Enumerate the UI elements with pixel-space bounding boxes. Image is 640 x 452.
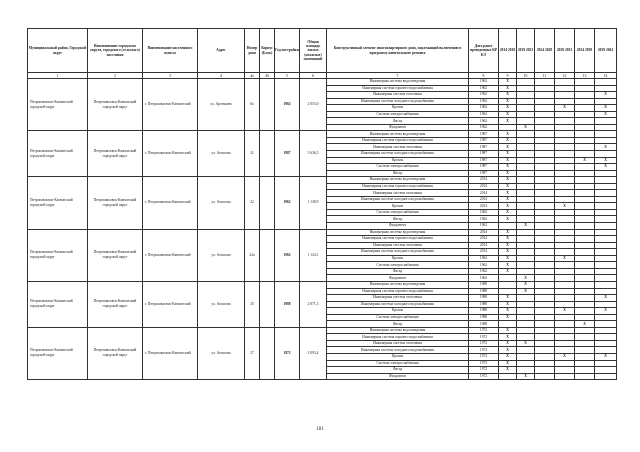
house-number-cell: 21 (245, 131, 260, 177)
structural-element-cell: Система электроснабжения (327, 111, 469, 118)
column-number: 4 (198, 73, 245, 79)
last-repair-date-cell: 1972 (469, 373, 499, 380)
column-number: 4а (245, 73, 260, 79)
period-mark-cell: X (555, 255, 575, 262)
area-cell: 2 871,3 (300, 281, 327, 327)
structural-element-cell: Система электроснабжения (327, 262, 469, 269)
header-period: 2039 2043 (595, 29, 617, 73)
settlement-cell: Петропавловск-Камчатский городской округ (88, 281, 143, 327)
period-empty-cell (575, 373, 595, 380)
structural-element-cell: Фундамент (327, 223, 469, 230)
area-cell: 2 093,4 (300, 327, 327, 379)
period-mark-cell: X (499, 367, 517, 374)
header-year-built: Год постройки (275, 29, 300, 73)
column-number: 12 (555, 73, 575, 79)
period-mark-cell: X (499, 79, 517, 86)
structural-element-cell: Кровля (327, 203, 469, 210)
address-cell: ул. Арсеньева (198, 79, 245, 131)
period-mark-cell: X (499, 85, 517, 92)
period-mark-cell: X (517, 223, 535, 230)
last-repair-date-cell: 1972 (469, 327, 499, 334)
period-mark-cell: X (499, 190, 517, 197)
structural-element-cell: Фундамент (327, 373, 469, 380)
header-last-repair-date: Дата ранее проведенных КР КЭ (469, 29, 499, 73)
period-mark-cell: X (499, 209, 517, 216)
house-number-cell: 8а (245, 79, 260, 131)
period-mark-cell: X (499, 118, 517, 125)
last-repair-date-cell: 2014 (469, 190, 499, 197)
settlement-cell: Петропавловск-Камчатский городской округ (88, 229, 143, 281)
structural-element-cell: Кровля (327, 255, 469, 262)
year-built-cell: 1962 (275, 229, 300, 281)
period-mark-cell: X (499, 255, 517, 262)
period-mark-cell: X (499, 334, 517, 341)
period-mark-cell: X (499, 314, 517, 321)
column-number: 13 (575, 73, 595, 79)
period-mark-cell: X (517, 373, 535, 380)
header-settlement: Наименование городского округа, городского (сельского) поселения (88, 29, 143, 73)
header-period: 2014 2018 (499, 29, 517, 73)
period-mark-cell: X (595, 92, 617, 99)
last-repair-date-cell: 2014 (469, 183, 499, 190)
structural-element-cell: Инженерная система холодного водоснабжения (327, 347, 469, 354)
column-number: 10 (517, 73, 535, 79)
period-mark-cell: X (499, 151, 517, 158)
period-mark-cell: X (575, 321, 595, 328)
header-structural-element: Конструктивный элемент многоквартирного дома, подлежащий включению в программу капитального ремонта (327, 29, 469, 73)
header-period: 2024 2028 (535, 29, 555, 73)
area-cell: 2 053,0 (300, 79, 327, 131)
last-repair-date-cell: 1962 (469, 268, 499, 275)
structural-element-cell: Система электроснабжения (327, 164, 469, 171)
period-mark-cell: X (499, 327, 517, 334)
period-mark-cell: X (499, 98, 517, 105)
period-empty-cell (535, 373, 555, 380)
structural-element-cell: Инженерная система отопления (327, 92, 469, 99)
area-cell: 1 124,1 (300, 229, 327, 281)
last-repair-date-cell: 1962 (469, 92, 499, 99)
last-repair-date-cell: 1972 (469, 367, 499, 374)
last-repair-date-cell: 1972 (469, 360, 499, 367)
structural-element-cell: Инженерная система горячего водоснабжения (327, 236, 469, 243)
year-built-cell: 1962 (275, 79, 300, 131)
last-repair-date-cell: 1987 (469, 137, 499, 144)
last-repair-date-cell: 1987 (469, 144, 499, 151)
locality-cell: г. Петропавловск-Камчатский (143, 281, 198, 327)
structural-element-cell: Инженерная система холодного водоснабжения (327, 301, 469, 308)
last-repair-date-cell: 1988 (469, 295, 499, 302)
last-repair-date-cell: 1988 (469, 288, 499, 295)
district-cell: Петропавловск-Камчатский городской округ (28, 131, 88, 177)
period-mark-cell: X (499, 111, 517, 118)
period-empty-cell (595, 373, 617, 380)
last-repair-date-cell: 1962 (469, 85, 499, 92)
period-mark-cell: X (517, 275, 535, 282)
locality-cell: г. Петропавловск-Камчатский (143, 229, 198, 281)
period-mark-cell: X (499, 295, 517, 302)
settlement-cell: Петропавловск-Камчатский городской округ (88, 131, 143, 177)
last-repair-date-cell: 1962 (469, 209, 499, 216)
settlement-cell: Петропавловск-Камчатский городской округ (88, 327, 143, 379)
district-cell: Петропавловск-Камчатский городской округ (28, 327, 88, 379)
last-repair-date-cell: 1962 (469, 124, 499, 131)
structural-element-cell: Фасад (327, 118, 469, 125)
capital-repair-register-table (27, 28, 617, 380)
district-cell: Петропавловск-Камчатский городской округ (28, 229, 88, 281)
structural-element-cell: Кровля (327, 157, 469, 164)
header-address: Адрес (198, 29, 245, 73)
period-mark-cell: X (499, 170, 517, 177)
last-repair-date-cell: 1988 (469, 281, 499, 288)
structural-element-cell: Инженерная система водоотведения (327, 177, 469, 184)
address-cell: ул. Атласова (198, 131, 245, 177)
settlement-cell: Петропавловск-Камчатский городской округ (88, 177, 143, 229)
period-mark-cell: X (499, 164, 517, 171)
address-cell: ул. Атласова (198, 327, 245, 379)
period-mark-cell: X (517, 124, 535, 131)
period-mark-cell: X (499, 131, 517, 138)
building-cell (260, 281, 275, 327)
column-number: 2 (88, 73, 143, 79)
header-building: Корпус (Блок) (260, 29, 275, 73)
structural-element-cell: Инженерная система водоотведения (327, 229, 469, 236)
last-repair-date-cell: 2014 (469, 177, 499, 184)
period-mark-cell: X (595, 353, 617, 360)
year-built-cell: 1962 (275, 177, 300, 229)
period-empty-cell (555, 373, 575, 380)
period-mark-cell: X (555, 105, 575, 112)
structural-element-cell: Фундамент (327, 124, 469, 131)
period-mark-cell: X (499, 137, 517, 144)
header-district: Муниципальный район, Городской округ (28, 29, 88, 73)
locality-cell: г. Петропавловск-Камчатский (143, 79, 198, 131)
column-number: 1 (28, 73, 88, 79)
last-repair-date-cell: 1987 (469, 131, 499, 138)
period-mark-cell: X (499, 360, 517, 367)
structural-element-cell: Инженерная система отопления (327, 340, 469, 347)
structural-element-cell: Система электроснабжения (327, 209, 469, 216)
last-repair-date-cell: 2014 (469, 229, 499, 236)
address-cell: ул. Атласова (198, 281, 245, 327)
last-repair-date-cell: 1988 (469, 321, 499, 328)
structural-element-cell: Инженерная система отопления (327, 295, 469, 302)
period-mark-cell: X (499, 183, 517, 190)
period-mark-cell: X (595, 295, 617, 302)
column-number: 5 (275, 73, 300, 79)
district-cell: Петропавловск-Камчатский городской округ (28, 79, 88, 131)
page-number: 181 (316, 427, 324, 432)
period-mark-cell: X (517, 288, 535, 295)
header-period: 2019 2023 (517, 29, 535, 73)
building-cell (260, 131, 275, 177)
structural-element-cell: Инженерная система горячего водоснабжения (327, 183, 469, 190)
structural-element-cell: Инженерная система горячего водоснабжения (327, 85, 469, 92)
last-repair-date-cell: 1962 (469, 118, 499, 125)
last-repair-date-cell: 1988 (469, 301, 499, 308)
structural-element-cell: Фасад (327, 268, 469, 275)
structural-element-cell: Инженерная система холодного водоснабжения (327, 98, 469, 105)
last-repair-date-cell: 1987 (469, 151, 499, 158)
last-repair-date-cell: 2014 (469, 236, 499, 243)
house-number-cell: 22а (245, 229, 260, 281)
last-repair-date-cell: 1987 (469, 164, 499, 171)
structural-element-cell: Кровля (327, 353, 469, 360)
header-period: 2029 2033 (555, 29, 575, 73)
structural-element-cell: Фасад (327, 216, 469, 223)
last-repair-date-cell: 1962 (469, 98, 499, 105)
last-repair-date-cell: 1962 (469, 262, 499, 269)
header-area: Общая площадь жилых (нежилых) помещений (300, 29, 327, 73)
structural-element-cell: Инженерная система горячего водоснабжения (327, 334, 469, 341)
header-period: 2034 2038 (575, 29, 595, 73)
period-mark-cell: X (555, 353, 575, 360)
structural-element-cell: Инженерная система горячего водоснабжения (327, 288, 469, 295)
structural-element-cell: Инженерная система отопления (327, 144, 469, 151)
period-mark-cell: X (499, 236, 517, 243)
period-mark-cell: X (499, 347, 517, 354)
period-mark-cell: X (595, 308, 617, 315)
area-cell: 3 636,5 (300, 131, 327, 177)
period-mark-cell: X (499, 262, 517, 269)
structural-element-cell: Инженерная система водоотведения (327, 131, 469, 138)
period-mark-cell: X (499, 177, 517, 184)
last-repair-date-cell: 1988 (469, 314, 499, 321)
period-mark-cell: X (595, 164, 617, 171)
house-number-cell: 22 (245, 177, 260, 229)
structural-element-cell: Инженерная система холодного водоснабжения (327, 249, 469, 256)
structural-element-cell: Инженерная система водоотведения (327, 327, 469, 334)
house-number-cell: 27 (245, 327, 260, 379)
district-cell: Петропавловск-Камчатский городской округ (28, 281, 88, 327)
last-repair-date-cell: 2014 (469, 203, 499, 210)
building-cell (260, 177, 275, 229)
period-mark-cell: X (517, 281, 535, 288)
last-repair-date-cell: 1987 (469, 157, 499, 164)
column-number: 3 (143, 73, 198, 79)
address-cell: ул. Атласова (198, 229, 245, 281)
last-repair-date-cell: 1962 (469, 111, 499, 118)
header-row (28, 29, 617, 73)
period-mark-cell: X (499, 268, 517, 275)
last-repair-date-cell: 1962 (469, 216, 499, 223)
period-mark-cell: X (499, 229, 517, 236)
header-locality: Наименование населенного пункта (143, 29, 198, 73)
structural-element-cell: Инженерная система водоотведения (327, 281, 469, 288)
last-repair-date-cell: 2014 (469, 242, 499, 249)
period-mark-cell: X (499, 92, 517, 99)
column-number: 9 (499, 73, 517, 79)
column-number: 11 (535, 73, 555, 79)
period-mark-cell: X (499, 157, 517, 164)
column-number: 7 (327, 73, 469, 79)
house-number-cell: 25 (245, 281, 260, 327)
last-repair-date-cell: 1962 (469, 275, 499, 282)
last-repair-date-cell: 1962 (469, 105, 499, 112)
period-mark-cell: X (499, 203, 517, 210)
area-cell: 1 138,9 (300, 177, 327, 229)
year-built-cell: 1988 (275, 281, 300, 327)
building-cell (260, 229, 275, 281)
structural-element-cell: Фундамент (327, 275, 469, 282)
last-repair-date-cell: 1987 (469, 170, 499, 177)
last-repair-date-cell: 1962 (469, 223, 499, 230)
period-mark-cell: X (499, 340, 517, 347)
period-mark-cell: X (499, 105, 517, 112)
period-mark-cell: X (499, 301, 517, 308)
structural-element-cell: Инженерная система водоотведения (327, 79, 469, 86)
column-number: 4б (260, 73, 275, 79)
period-mark-cell: X (555, 203, 575, 210)
period-mark-cell: X (499, 353, 517, 360)
period-mark-cell: X (499, 196, 517, 203)
period-mark-cell: X (499, 242, 517, 249)
structural-element-cell: Инженерная система горячего водоснабжения (327, 137, 469, 144)
period-mark-cell: X (595, 105, 617, 112)
column-number: 8 (469, 73, 499, 79)
period-empty-cell (499, 373, 517, 380)
year-built-cell: 1972 (275, 327, 300, 379)
period-mark-cell: X (499, 249, 517, 256)
last-repair-date-cell: 1962 (469, 79, 499, 86)
last-repair-date-cell: 1972 (469, 347, 499, 354)
period-mark-cell: X (499, 144, 517, 151)
last-repair-date-cell: 2014 (469, 196, 499, 203)
locality-cell: г. Петропавловск-Камчатский (143, 177, 198, 229)
period-mark-cell: X (595, 111, 617, 118)
building-cell (260, 327, 275, 379)
table-body (28, 79, 617, 380)
last-repair-date-cell: 2014 (469, 249, 499, 256)
structural-element-cell: Фасад (327, 321, 469, 328)
structural-element-cell: Фасад (327, 170, 469, 177)
structural-element-cell: Инженерная система холодного водоснабжения (327, 196, 469, 203)
period-mark-cell: X (595, 157, 617, 164)
district-cell: Петропавловск-Камчатский городской округ (28, 177, 88, 229)
period-mark-cell: X (499, 308, 517, 315)
last-repair-date-cell: 1988 (469, 308, 499, 315)
building-cell (260, 79, 275, 131)
header-house-number: Номер дома (245, 29, 260, 73)
column-number: 6 (300, 73, 327, 79)
last-repair-date-cell: 1972 (469, 334, 499, 341)
locality-cell: г. Петропавловск-Камчатский (143, 131, 198, 177)
period-mark-cell: X (575, 157, 595, 164)
period-mark-cell: X (595, 144, 617, 151)
column-number: 14 (595, 73, 617, 79)
structural-element-cell: Система электроснабжения (327, 314, 469, 321)
structural-element-cell: Инженерная система отопления (327, 242, 469, 249)
settlement-cell: Петропавловск-Камчатский городской округ (88, 79, 143, 131)
structural-element-cell: Фасад (327, 367, 469, 374)
last-repair-date-cell: 1972 (469, 353, 499, 360)
last-repair-date-cell: 1972 (469, 340, 499, 347)
structural-element-cell: Кровля (327, 308, 469, 315)
period-mark-cell: X (555, 308, 575, 315)
structural-element-cell: Кровля (327, 105, 469, 112)
last-repair-date-cell: 1962 (469, 255, 499, 262)
locality-cell: г. Петропавловск-Камчатский (143, 327, 198, 379)
period-mark-cell: X (517, 340, 535, 347)
structural-element-cell: Инженерная система холодного водоснабжения (327, 151, 469, 158)
structural-element-cell: Система электроснабжения (327, 360, 469, 367)
structural-element-cell: Инженерная система отопления (327, 190, 469, 197)
address-cell: ул. Атласова (198, 177, 245, 229)
year-built-cell: 1987 (275, 131, 300, 177)
period-mark-cell: X (499, 216, 517, 223)
